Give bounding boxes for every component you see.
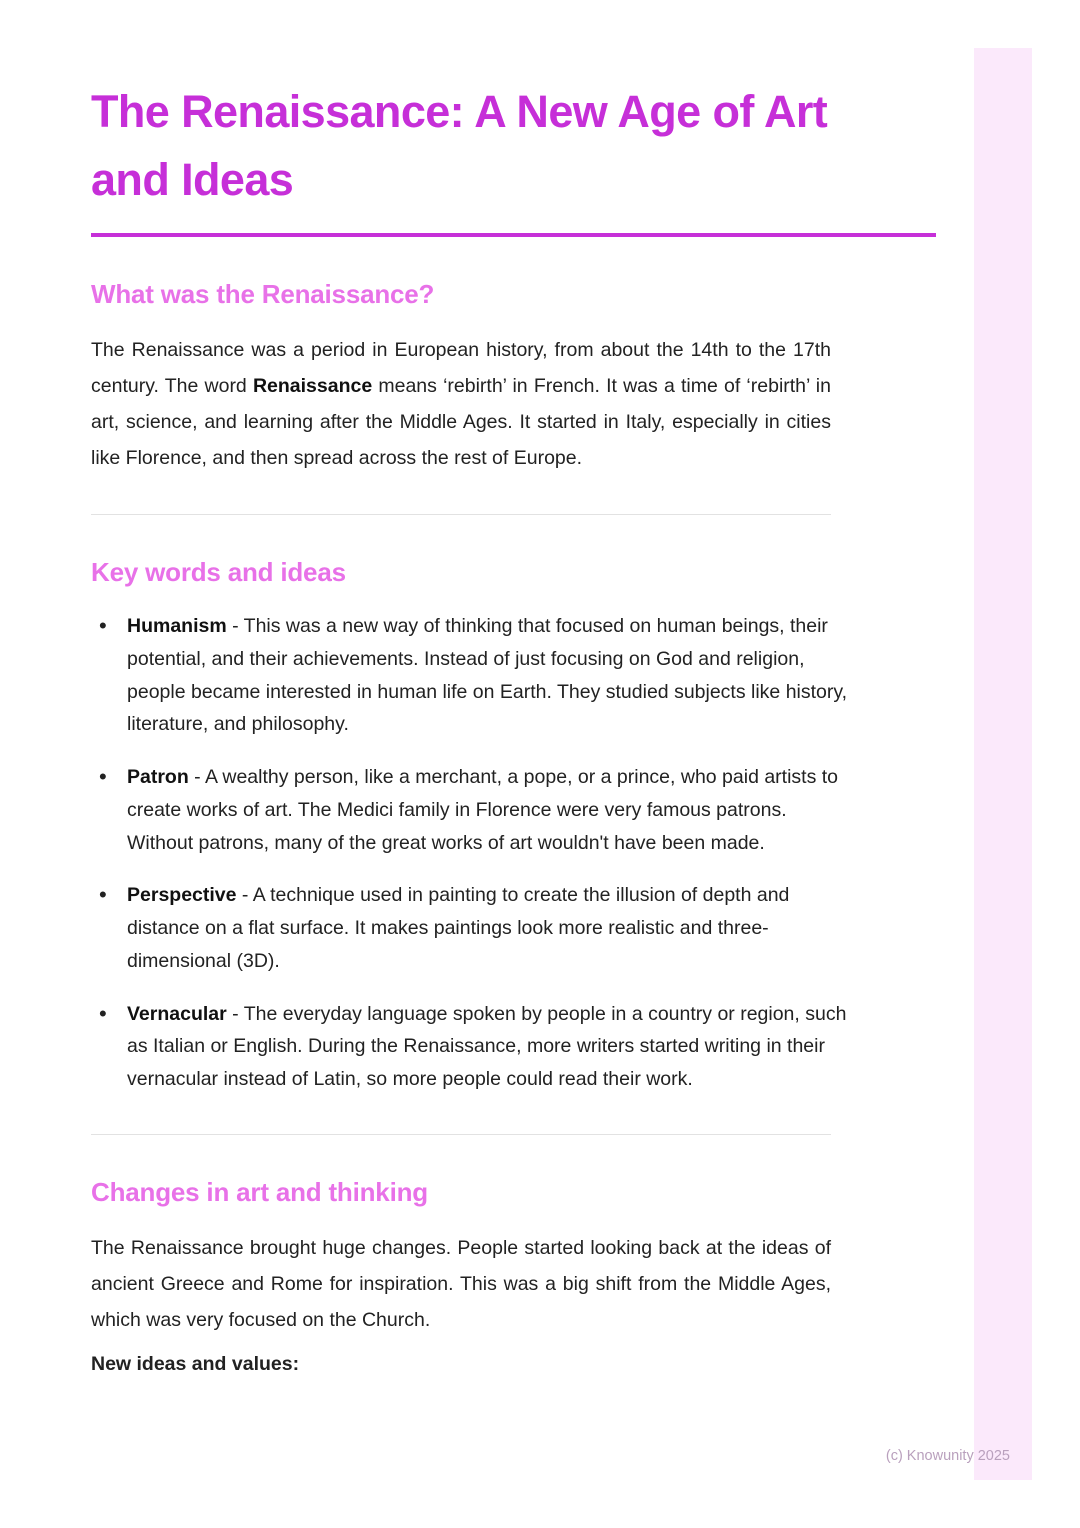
title-divider: [91, 233, 936, 237]
page-title: The Renaissance: A New Age of Art and Ideas: [91, 86, 828, 206]
section-heading-changes-in-art-and-thinking: Changes in art and thinking: [91, 1176, 428, 1207]
key-definition-patron: - A wealthy person, like a merchant, a pope, or a prince, who paid artists to create works of art. The Medici family in Florence were very famous patrons. Without patrons, many of the great works of art wouldn't have been made.: [127, 766, 839, 854]
key-term-humanism: Humanism: [127, 615, 227, 638]
list-item: [91, 879, 851, 977]
key-definition-humanism: - This was a new way of thinking that focused on human beings, their potential, and their achievements. Instead of just focusing on God and religion, people became interested in human life on Earth. They studied subjects like history, literature, and philosophy.: [127, 615, 848, 736]
list-item: [91, 610, 851, 741]
section-paragraph-intro: [91, 332, 831, 476]
intro-term-renaissance: Renaissance: [252, 374, 373, 397]
key-definition-vernacular: - The everyday language spoken by people in a country or region, such as Italian or English. During the Renaissance, more writers started writing in their vernacular instead of Latin, so more people could read their work.: [127, 1002, 847, 1091]
list-item: [91, 998, 851, 1096]
key-term-perspective: Perspective: [127, 884, 237, 907]
key-term-vernacular: Vernacular: [127, 1002, 227, 1025]
section-heading-key-words-and-ideas: Key words and ideas: [91, 557, 346, 588]
key-definition-perspective: - A technique used in painting to create the illusion of depth and distance on a flat surface. It makes paintings look more realistic and three-dimensional (3D).: [127, 884, 790, 972]
footer-copyright: (c) Knowunity 2025: [885, 1448, 1010, 1464]
subheading-new-ideas-and-values: New ideas and values:: [91, 1352, 300, 1375]
intro-text-part-1: The Renaissance was a period in European history, from about the 14th to the 17th century. The word: [91, 338, 831, 397]
section-divider-2: [91, 1134, 831, 1135]
section-divider-1: [91, 514, 831, 515]
section-paragraph-changes: The Renaissance brought huge changes. People started looking back at the ideas of ancient Greece and Rome for inspiration. This was a big shift from the Middle Ages, which was very focused on the Church.: [91, 1236, 831, 1331]
list-item: [91, 761, 851, 859]
key-term-patron: Patron: [127, 766, 189, 789]
section-heading-what-was-the-renaissance: What was the Renaissance?: [91, 278, 435, 309]
intro-text-part-2: means ‘rebirth’ in French. It was a time of ‘rebirth’ in art, science, and learning after the Middle Ages. It started in Italy, especially in cities like Florence, and then spread across the rest of Europe.: [91, 374, 831, 469]
key-words-list: [91, 610, 851, 1096]
